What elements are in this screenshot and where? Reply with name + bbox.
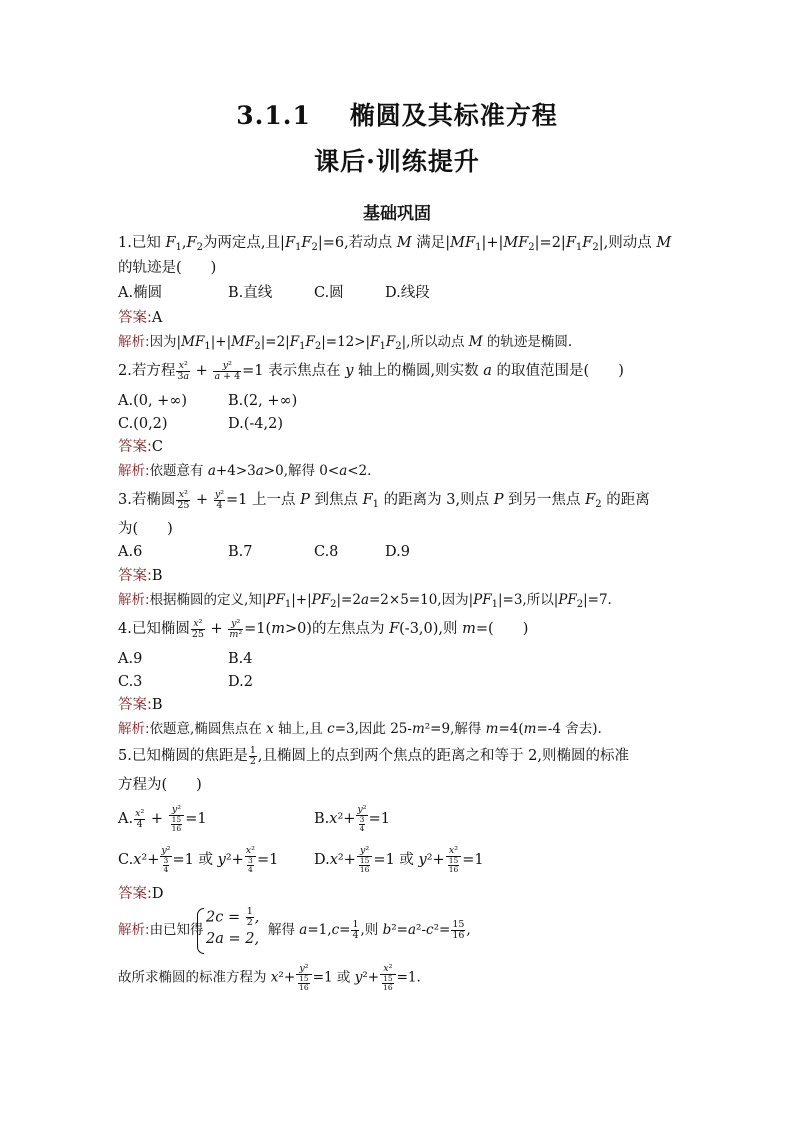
analysis-label: 解析 — [118, 592, 145, 608]
part-heading: 基础巩固 — [363, 204, 431, 224]
question-3-answer: 答案:B — [118, 568, 163, 584]
question-2-stem: 2.若方程 $\frac{\text{x²}}{3a}$ + $\frac{\text{y²}}{a + 4}$ =1 表示焦点在 y 轴上的椭圆,则实数 a 的取值范围是( ) — [118, 359, 624, 382]
question-3-option-c: C.8 — [314, 544, 339, 560]
answer-label: 答案 — [118, 439, 147, 455]
question-4-option-c: C.3 — [118, 674, 143, 690]
answer-value: D — [151, 886, 164, 902]
question-3-stem-line2: 为( ) — [118, 521, 173, 537]
question-5-option-a: A. $\frac{\text{x²}}{4}$ + $\frac{\text{y²}}{\frac{15}{16}}$ =1 — [118, 804, 207, 833]
answer-value: A — [151, 310, 163, 326]
answer-value: C — [151, 439, 163, 455]
question-3-analysis: 解析:根据椭圆的定义,知$|PF_1|+|PF_2|=2a=2\times 5=10$,因为$|PF_1|=3$,所以$|PF_2|=7$. — [118, 592, 612, 610]
question-1-option-d: D.线段 — [385, 285, 430, 301]
question-5-stem-line1: 5.已知椭圆的焦距是 $\frac{1}{2}$ ,且椭圆上的点到两个焦点的距离之和等于 2,则椭圆的标准 — [118, 744, 629, 767]
answer-value: B — [151, 697, 163, 713]
subtitle: 课后·训练提升 — [314, 147, 480, 176]
equation-system-brace — [197, 908, 204, 954]
question-5-analysis-prefix: 解析:由已知得 — [118, 922, 204, 938]
analysis-label: 解析 — [118, 463, 145, 479]
question-3-option-b: B.7 — [228, 544, 253, 560]
section-number: 3.1.1 — [236, 101, 311, 130]
question-5-answer: 答案:D — [118, 886, 164, 902]
question-5-analysis-conclusion: 故所求椭圆的标准方程为 x²+ $\frac{\text{y²}}{\frac{15}{16}}$ =1 或 y²+ $\frac{\text{x²}}{\frac{15}{16}}$ =1. — [118, 963, 421, 992]
analysis-label: 解析 — [118, 721, 145, 737]
system-equation-1: 2c = $\frac{1}{2}$ , — [206, 906, 260, 928]
question-5-stem-line2: 方程为( ) — [118, 777, 202, 793]
answer-label: 答案 — [118, 310, 147, 326]
question-3-stem-line1: 3.若椭圆 $\frac{\text{x²}}{25}$ + $\frac{\text{y²}}{4}$ =1 上一点 P 到焦点 $F_1$ 的距离为 3,则点 P 到另一焦点 $F_2$ 的距离 — [118, 488, 650, 511]
question-1-option-c: C.圆 — [314, 285, 344, 301]
question-4-answer: 答案:B — [118, 697, 163, 713]
question-4-analysis: 解析:依题意,椭圆焦点在 x 轴上,且 c=3,因此 25-m²=9,解得 m=4(m=-4 舍去). — [118, 721, 602, 737]
section-title — [0, 96, 794, 132]
question-4-option-d: D.2 — [228, 674, 253, 690]
question-3-option-a: A.6 — [118, 544, 143, 560]
question-4-option-b: B.4 — [228, 651, 253, 667]
question-1-stem-line2: 的轨迹是( ) — [118, 260, 217, 276]
question-1-answer: 答案:A — [118, 310, 163, 326]
question-5-option-b: B.x²+ $\frac{\text{y²}}{\frac{3}{4}}$ =1 — [314, 804, 390, 833]
question-4-stem: 4.已知椭圆 $\frac{\text{x²}}{25}$ + $\frac{\text{y²}}{\text{m²}}$ =1(m>0)的左焦点为 F(-3,0),则 m=( ) — [118, 617, 529, 640]
question-5-option-c: C.x²+ $\frac{\text{y²}}{\frac{3}{4}}$ =1 或 y²+ $\frac{\text{x²}}{\frac{3}{4}}$ =1 — [118, 845, 279, 874]
question-4-option-a: A.9 — [118, 651, 143, 667]
question-5-analysis-solution: 解得 a=1,c= $\frac{1}{4}$ ,则 b²=a²-c²= $\frac{15}{16}$ , — [268, 919, 471, 941]
question-1-option-b: B.直线 — [228, 285, 273, 301]
question-1-stem-line1: 1.已知 $F_1,F_2$为两定点,且$|F_1F_2|=6$,若动点 M 满足$|MF_1|+|MF_2|=2|F_1F_2|$,则动点 M — [118, 235, 672, 253]
system-equation-2: 2a = 2, — [206, 931, 260, 947]
section-name: 椭圆及其标准方程 — [349, 101, 558, 130]
question-2-option-a: A.(0, +∞) — [118, 393, 188, 409]
question-1-analysis: 解析:因为$|MF_1|+|MF_2|=2|F_1F_2|=12>|F_1F_2|$,所以动点 M 的轨迹是椭圆. — [118, 334, 573, 352]
answer-label: 答案 — [118, 568, 147, 584]
question-5-option-d: D.x²+ $\frac{\text{y²}}{\frac{15}{16}}$ =1 或 y²+ $\frac{\text{x²}}{\frac{15}{16}}$ =1 — [314, 845, 484, 874]
analysis-label: 解析 — [118, 922, 145, 938]
analysis-label: 解析 — [118, 334, 145, 350]
question-1-option-a: A.椭圆 — [118, 285, 163, 301]
question-2-option-b: B.(2, +∞) — [228, 393, 298, 409]
question-2-option-d: D.(-4,2) — [228, 416, 283, 432]
answer-value: B — [151, 568, 163, 584]
question-3-option-d: D.9 — [385, 544, 410, 560]
question-2-answer: 答案:C — [118, 439, 163, 455]
question-2-analysis: 解析:依题意有 a+4>3a>0,解得 0<a<2. — [118, 463, 372, 479]
answer-label: 答案 — [118, 886, 147, 902]
answer-label: 答案 — [118, 697, 147, 713]
question-2-option-c: C.(0,2) — [118, 416, 168, 432]
